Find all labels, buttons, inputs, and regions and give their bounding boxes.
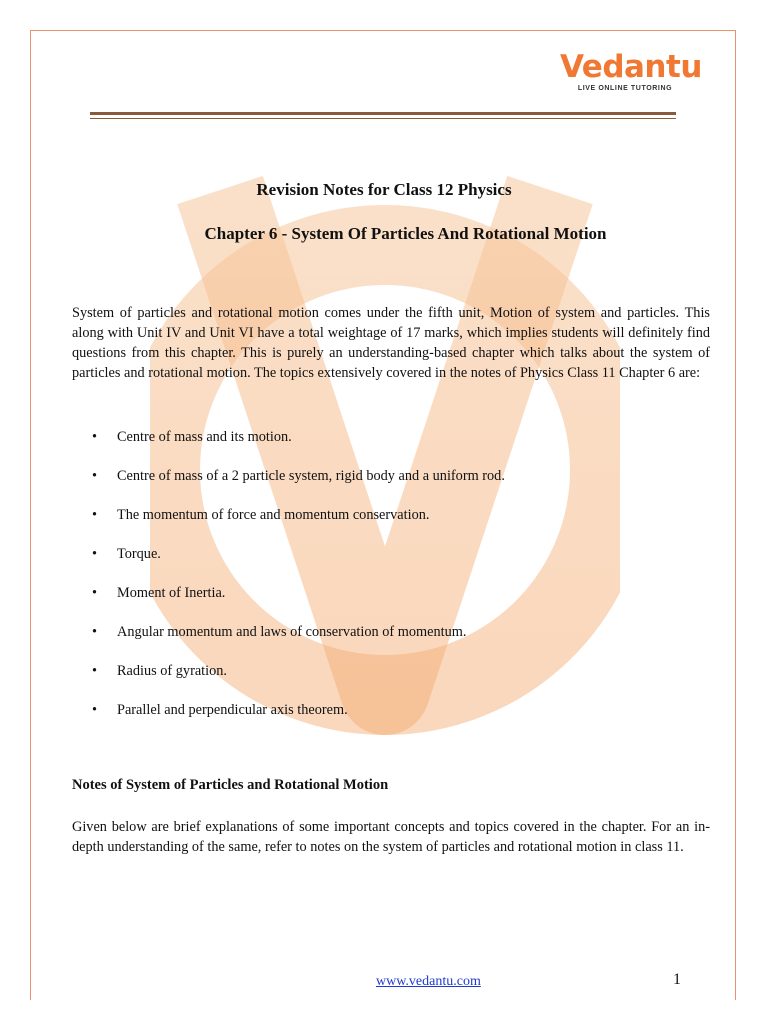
- logo-tagline: LIVE ONLINE TUTORING: [577, 85, 673, 92]
- header-divider: [90, 112, 676, 119]
- list-item: • Centre of mass and its motion.: [72, 427, 692, 466]
- list-item: • Centre of mass of a 2 particle system, rigid body and a uniform rod.: [72, 466, 692, 505]
- list-item: • Moment of Inertia.: [72, 583, 692, 622]
- footer-website-link[interactable]: www.vedantu.com: [376, 974, 481, 989]
- section-heading: Notes of System of Particles and Rotational Motion: [72, 777, 389, 793]
- intro-paragraph: System of particles and rotational motion comes under the fifth unit, Motion of system and particles. This along with Unit IV and Unit VI have a total weightage of 17 marks, which implies students will definitely find questions from this chapter. This is purely an understanding-based chapter which talks about the system of particles and rotational motion. The topics extensively covered in the notes of Physics Class 11 Chapter 6 are:: [72, 305, 710, 381]
- logo-wordmark: Vedantu: [560, 49, 702, 85]
- list-item: • Parallel and perpendicular axis theorem.: [72, 700, 692, 739]
- chapter-title: Chapter 6 - System Of Particles And Rotational Motion: [204, 224, 607, 243]
- page-number: 1: [673, 971, 681, 988]
- section-paragraph: Given below are brief explanations of some important concepts and topics covered in the chapter. For an in-depth understanding of the same, refer to notes on the system of particles and rotational motion in class 11.: [72, 819, 710, 855]
- list-item: • Torque.: [72, 544, 692, 583]
- topic-list: [72, 427, 692, 739]
- list-item: • Radius of gyration.: [72, 661, 692, 700]
- vedantu-logo[interactable]: [560, 49, 702, 92]
- list-item: • The momentum of force and momentum conservation.: [72, 505, 692, 544]
- list-item: • Angular momentum and laws of conservation of momentum.: [72, 622, 692, 661]
- document-title: Revision Notes for Class 12 Physics: [256, 180, 512, 199]
